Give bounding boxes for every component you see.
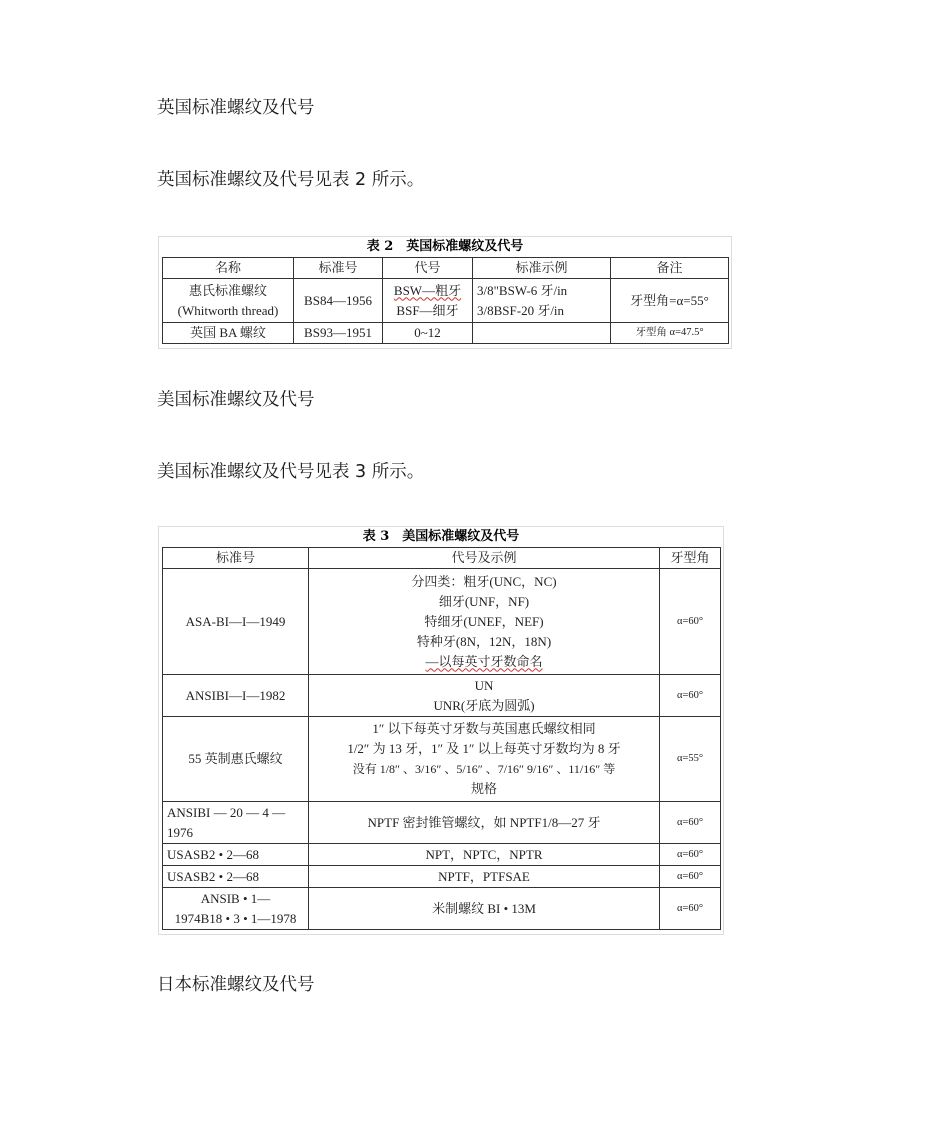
table2-caption: 表 2 英国标准螺纹及代号 bbox=[366, 239, 524, 254]
table3-cell-standard: ASA-BI—I—1949 bbox=[163, 569, 309, 675]
table-row bbox=[163, 888, 721, 930]
table3-cell-angle: α=60° bbox=[660, 675, 721, 717]
table3-cell-code: UN UNR(牙底为圆弧) bbox=[309, 675, 660, 717]
table-row bbox=[163, 802, 721, 844]
table2-cell-note: 牙型角=α=55° bbox=[611, 279, 729, 323]
table3-header-code: 代号及示例 bbox=[309, 548, 660, 569]
us-heading: 美国标准螺纹及代号 bbox=[157, 390, 315, 410]
us-intro: 美国标准螺纹及代号见表 3 所示。 bbox=[157, 462, 425, 482]
table-row bbox=[163, 675, 721, 717]
table2-header-standard: 标准号 bbox=[294, 258, 383, 279]
table-row bbox=[163, 279, 729, 323]
table2-cell-name: 英国 BA 螺纹 bbox=[163, 323, 294, 344]
uk-heading: 英国标准螺纹及代号 bbox=[157, 98, 315, 118]
table2-cell-code: BSW—粗牙 BSF—细牙 bbox=[383, 279, 473, 323]
table3-header-row bbox=[163, 548, 721, 569]
table2-header-note: 备注 bbox=[611, 258, 729, 279]
table2-cell-name: 惠氏标准螺纹 (Whitworth thread) bbox=[163, 279, 294, 323]
table3-header-angle: 牙型角 bbox=[660, 548, 721, 569]
table-row bbox=[163, 844, 721, 866]
jp-heading: 日本标准螺纹及代号 bbox=[157, 975, 315, 995]
table2-cell-standard: BS84—1956 bbox=[294, 279, 383, 323]
table3-cell-angle: α=60° bbox=[660, 569, 721, 675]
table2 bbox=[162, 257, 729, 344]
table3-cell-angle: α=60° bbox=[660, 888, 721, 930]
table2-cell-note: 牙型角 α=47.5° bbox=[611, 323, 729, 344]
table2-header-name: 名称 bbox=[163, 258, 294, 279]
table3-cell-angle: α=55° bbox=[660, 717, 721, 802]
table3-cell-code: NPTF，PTFSAE bbox=[309, 866, 660, 888]
table-row bbox=[163, 569, 721, 675]
table3-cell-code: 米制螺纹 BI • 13M bbox=[309, 888, 660, 930]
table3-cell-standard: USASB2 • 2—68 bbox=[163, 866, 309, 888]
table3-cell-code: NPTF 密封锥管螺纹，如 NPTF1/8—27 牙 bbox=[309, 802, 660, 844]
table2-header-example: 标准示例 bbox=[473, 258, 611, 279]
table3-cell-standard: ANSIBI — 20 — 4 — 1976 bbox=[163, 802, 309, 844]
uk-intro: 英国标准螺纹及代号见表 2 所示。 bbox=[157, 170, 425, 190]
table2-header-row bbox=[163, 258, 729, 279]
table3-caption: 表 3 美国标准螺纹及代号 bbox=[362, 529, 520, 544]
table2-cell-code: 0~12 bbox=[383, 323, 473, 344]
table3-cell-code: NPT，NPTC，NPTR bbox=[309, 844, 660, 866]
table-row bbox=[163, 717, 721, 802]
table3-cell-standard: USASB2 • 2—68 bbox=[163, 844, 309, 866]
table2-cell-example bbox=[473, 323, 611, 344]
table3-cell-standard: ANSIB • 1— 1974B18 • 3 • 1—1978 bbox=[163, 888, 309, 930]
table3-image bbox=[158, 526, 724, 935]
table3-header-standard: 标准号 bbox=[163, 548, 309, 569]
table2-image bbox=[158, 236, 732, 349]
table3-cell-angle: α=60° bbox=[660, 802, 721, 844]
table3-cell-angle: α=60° bbox=[660, 866, 721, 888]
table3-cell-standard: 55 英制惠氏螺纹 bbox=[163, 717, 309, 802]
table-row bbox=[163, 866, 721, 888]
table3-cell-standard: ANSIBI—I—1982 bbox=[163, 675, 309, 717]
table2-cell-example: 3/8"BSW-6 牙/in 3/8BSF-20 牙/in bbox=[473, 279, 611, 323]
table3-cell-code: 分四类：粗牙(UNC，NC) 细牙(UNF，NF) 特细牙(UNEF，NEF) 特种牙(8N，12N，18N) —以每英寸牙数命名 bbox=[309, 569, 660, 675]
table3-cell-code: 1″ 以下每英寸牙数与英国惠氏螺纹相同 1/2″ 为 13 牙，1″ 及 1″ 以上每英寸牙数均为 8 牙 没有 1/8″ 、3/16″ 、5/16″ 、7/16″ 9/16″ 、11/16″ 等 规格 bbox=[309, 717, 660, 802]
table-row bbox=[163, 323, 729, 344]
table2-cell-standard: BS93—1951 bbox=[294, 323, 383, 344]
table2-header-code: 代号 bbox=[383, 258, 473, 279]
table3-cell-angle: α=60° bbox=[660, 844, 721, 866]
table3 bbox=[162, 547, 721, 930]
